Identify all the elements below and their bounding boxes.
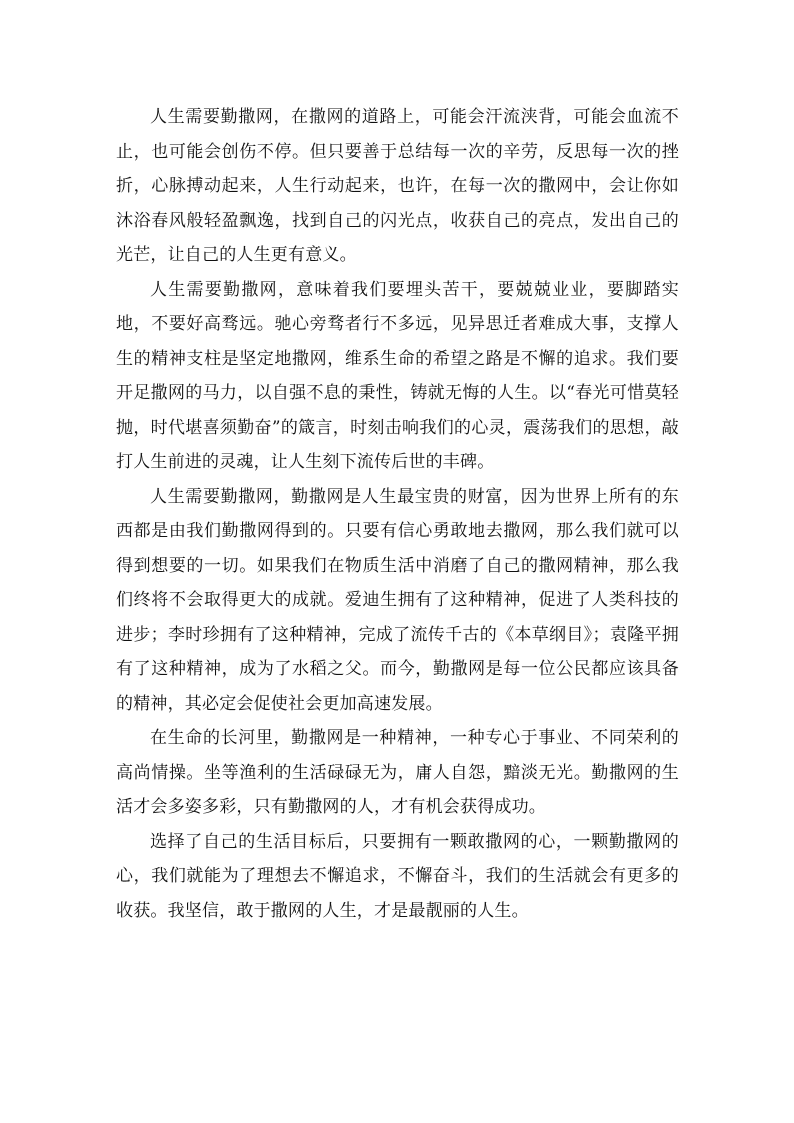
essay-body bbox=[116, 100, 679, 928]
paragraph: 人生需要勤撒网，勤撒网是人生最宝贵的财富，因为世界上所有的东西都是由我们勤撒网得到的。只要有信心勇敢地去撒网，那么我们就可以得到想要的一切。如果我们在物质生活中消磨了自己的撒网精神，那么我们终将不会取得更大的成就。爱迪生拥有了这种精神，促进了人类科技的进步；李时珍拥有了这种精神，完成了流传千古的《本草纲目》；袁隆平拥有了这种精神，成为了水稻之父。而今，勤撒网是每一位公民都应该具备的精神，其必定会促使社会更加高速发展。 bbox=[116, 486, 679, 714]
paragraph: 人生需要勤撒网，在撒网的道路上，可能会汗流浃背，可能会血流不止，也可能会创伤不停。但只要善于总结每一次的辛劳，反思每一次的挫折，心脉搏动起来，人生行动起来，也许，在每一次的撒网中，会让你如沐浴春风般轻盈飘逸，找到自己的闪光点，收获自己的亮点，发出自己的光芒，让自己的人生更有意义。 bbox=[116, 107, 679, 265]
paragraph: 人生需要勤撒网，意味着我们要埋头苦干，要兢兢业业，要脚踏实地，不要好高骛远。驰心旁骛者行不多远，见异思迁者难成大事，支撑人生的精神支柱是坚定地撒网，维系生命的希望之路是不懈的追求。我们要开足撒网的马力，以自强不息的秉性，铸就无悔的人生。以“春光可惜莫轻抛，时代堪喜须勤奋”的箴言，时刻击响我们的心灵，震荡我们的思想，敲打人生前进的灵魂，让人生刻下流传后世的丰碑。 bbox=[116, 279, 679, 472]
paragraph: 在生命的长河里，勤撒网是一种精神，一种专心于事业、不同荣利的高尚情操。坐等渔利的生活碌碌无为，庸人自怨，黯淡无光。勤撒网的生活才会多姿多彩，只有勤撒网的人，才有机会获得成功。 bbox=[116, 728, 679, 817]
paragraph: 选择了自己的生活目标后，只要拥有一颗敢撒网的心，一颗勤撒网的心，我们就能为了理想去不懈追求，不懈奋斗，我们的生活就会有更多的收获。我坚信，敢于撒网的人生，才是最靓丽的人生。 bbox=[116, 831, 679, 921]
